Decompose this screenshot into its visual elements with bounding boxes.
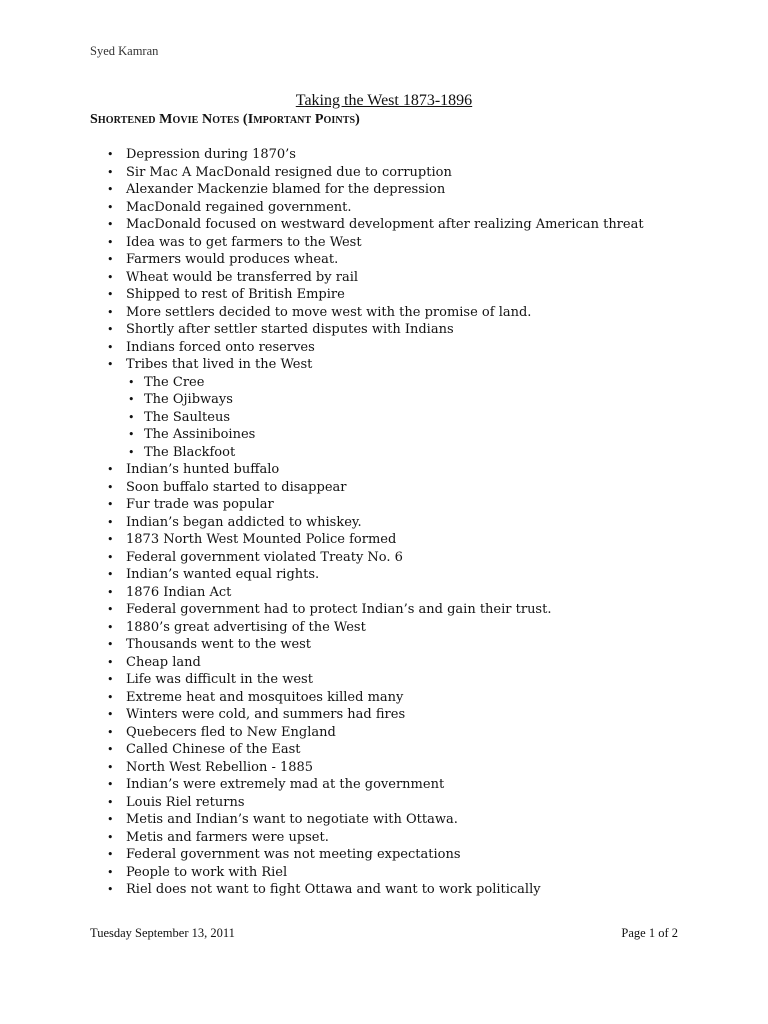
list-item-text: MacDonald focused on westward development after realizing American threat	[126, 217, 644, 232]
list-item	[90, 146, 710, 164]
bullet-icon: •	[107, 848, 114, 861]
bullet-icon: •	[107, 480, 114, 494]
list-item-text: The Ojibways	[144, 392, 233, 407]
list-item	[90, 724, 710, 742]
list-item-text: MacDonald regained government.	[126, 199, 352, 215]
bullet-icon: •	[128, 393, 135, 406]
list-item-text: Quebecers fled to New England	[126, 724, 336, 740]
list-item	[90, 321, 710, 339]
list-item	[90, 269, 710, 287]
list-item-text: More settlers decided to move west with the promise of land.	[126, 304, 532, 320]
bullet-icon: •	[107, 533, 114, 546]
document-subtitle: Shortened Movie Notes (Important Points)	[90, 112, 360, 127]
bullet-icon: •	[107, 568, 114, 581]
bullet-icon: •	[107, 760, 114, 774]
list-item-text: Life was difficult in the west	[126, 672, 313, 687]
list-item	[90, 864, 710, 882]
list-item-text: 1880’s great advertising of the West	[126, 619, 366, 635]
list-item-text: Called Chinese of the East	[126, 742, 301, 757]
bullet-icon: •	[107, 865, 114, 879]
list-item	[90, 356, 710, 374]
bullet-icon: •	[107, 305, 114, 319]
bullet-icon: •	[107, 690, 114, 704]
list-item	[90, 601, 710, 619]
sub-list-item	[90, 409, 710, 427]
list-item-text: Riel does not want to fight Ottawa and want to work politically	[126, 882, 541, 897]
list-item	[90, 846, 710, 864]
list-item-text: The Saulteus	[144, 409, 231, 425]
bullet-icon: •	[107, 515, 114, 529]
list-item	[90, 671, 710, 689]
list-item	[90, 706, 710, 724]
list-item	[90, 164, 710, 182]
list-item-text: Shipped to rest of British Empire	[126, 287, 345, 302]
bullet-icon: •	[107, 358, 114, 371]
bullet-icon: •	[107, 620, 114, 634]
list-item-text: Shortly after settler started disputes with Indians	[126, 322, 454, 337]
list-item-text: The Blackfoot	[144, 444, 236, 460]
list-item	[90, 496, 710, 514]
list-item-text: Louis Riel returns	[126, 794, 245, 810]
bullet-icon: •	[107, 795, 114, 809]
list-item-text: The Cree	[144, 374, 205, 390]
list-item-text: Sir Mac A MacDonald resigned due to corruption	[126, 164, 452, 180]
list-item-text: Winters were cold, and summers had fires	[126, 707, 406, 722]
list-item-text: People to work with Riel	[126, 864, 288, 880]
bullet-icon: •	[107, 830, 114, 844]
bullet-icon: •	[107, 218, 114, 231]
bullet-icon: •	[107, 340, 114, 354]
list-item	[90, 286, 710, 304]
bullet-icon: •	[107, 743, 114, 756]
list-item	[90, 759, 710, 777]
sub-list-item	[90, 444, 710, 462]
list-item-text: Farmers would produces wheat.	[126, 252, 339, 267]
bullet-icon: •	[107, 148, 114, 161]
list-item	[90, 619, 710, 637]
list-item-text: Soon buffalo started to disappear	[126, 479, 347, 495]
list-item	[90, 549, 710, 567]
list-item	[90, 584, 710, 602]
bullet-icon: •	[107, 253, 114, 266]
list-item-text: Indian’s were extremely mad at the government	[126, 777, 445, 792]
list-item	[90, 566, 710, 584]
list-item	[90, 479, 710, 497]
list-item-text: North West Rebellion - 1885	[126, 759, 314, 775]
list-item-text: Indians forced onto reserves	[126, 339, 315, 355]
bullet-icon: •	[107, 708, 114, 721]
bullet-icon: •	[128, 410, 135, 424]
bullet-icon: •	[107, 603, 114, 616]
bullet-icon: •	[107, 585, 114, 599]
bullet-icon: •	[107, 270, 114, 284]
bullet-icon: •	[128, 375, 135, 389]
list-item-text: Indian’s began addicted to whiskey.	[126, 514, 362, 530]
list-item-text: Metis and Indian’s want to negotiate with Ottawa.	[126, 812, 458, 827]
bullet-icon: •	[107, 165, 114, 179]
list-item-text: Indian’s wanted equal rights.	[126, 567, 320, 582]
bullet-icon: •	[107, 655, 114, 669]
bullet-icon: •	[128, 445, 135, 459]
sub-list-item	[90, 374, 710, 392]
list-item-text: Metis and farmers were upset.	[126, 829, 329, 845]
document-title: Taking the West 1873-1896	[295, 92, 473, 109]
list-item-text: Alexander Mackenzie blamed for the depression	[126, 182, 446, 197]
bullet-icon: •	[107, 183, 114, 196]
bullet-icon: •	[107, 813, 114, 826]
list-item	[90, 689, 710, 707]
bullet-icon: •	[107, 550, 114, 564]
bullet-icon: •	[128, 428, 135, 441]
sub-list-item	[90, 391, 710, 409]
list-item-text: Thousands went to the west	[126, 637, 312, 652]
bullet-icon: •	[107, 323, 114, 336]
list-item	[90, 811, 710, 829]
bullet-icon: •	[107, 288, 114, 301]
bullet-icon: •	[107, 235, 114, 249]
bullet-icon: •	[107, 778, 114, 791]
list-item-text: Wheat would be transferred by rail	[126, 269, 359, 285]
bullet-icon: •	[107, 883, 114, 896]
sub-list-item	[90, 426, 710, 444]
list-item	[90, 829, 710, 847]
list-item-text: Tribes that lived in the West	[126, 357, 313, 372]
list-item	[90, 461, 710, 479]
list-item-text: Federal government violated Treaty No. 6	[126, 549, 403, 565]
list-item	[90, 216, 710, 234]
header-author: Syed Kamran	[90, 44, 159, 58]
list-item	[90, 181, 710, 199]
list-item-text: Cheap land	[126, 654, 201, 670]
bullet-icon: •	[107, 725, 114, 739]
bullet-icon: •	[107, 463, 114, 476]
list-item-text: The Assiniboines	[144, 427, 256, 442]
list-item-text: Fur trade was popular	[126, 497, 274, 512]
list-item	[90, 339, 710, 357]
list-item	[90, 654, 710, 672]
bullet-icon: •	[107, 200, 114, 214]
list-item-text: Idea was to get farmers to the West	[126, 234, 362, 250]
list-item-text: Extreme heat and mosquitoes killed many	[126, 689, 404, 705]
list-item	[90, 514, 710, 532]
footer-date: Tuesday September 13, 2011	[90, 926, 235, 940]
list-item	[90, 234, 710, 252]
list-item	[90, 776, 710, 794]
list-item	[90, 251, 710, 269]
list-item-text: 1873 North West Mounted Police formed	[126, 532, 397, 547]
footer-page-number: Page 1 of 2	[621, 926, 678, 940]
list-item-text: Depression during 1870’s	[126, 147, 296, 162]
list-item	[90, 881, 710, 899]
list-item	[90, 304, 710, 322]
list-item-text: Federal government was not meeting expectations	[126, 847, 461, 862]
list-item	[90, 636, 710, 654]
list-item	[90, 794, 710, 812]
list-item-text: 1876 Indian Act	[126, 584, 232, 600]
list-item-text: Indian’s hunted buffalo	[126, 462, 280, 477]
bullet-icon: •	[107, 673, 114, 686]
list-item	[90, 531, 710, 549]
list-item	[90, 199, 710, 217]
bullet-icon: •	[107, 498, 114, 511]
notes-list	[90, 146, 710, 899]
list-item-text: Federal government had to protect Indian’s and gain their trust.	[126, 602, 552, 617]
list-item	[90, 741, 710, 759]
bullet-icon: •	[107, 638, 114, 651]
